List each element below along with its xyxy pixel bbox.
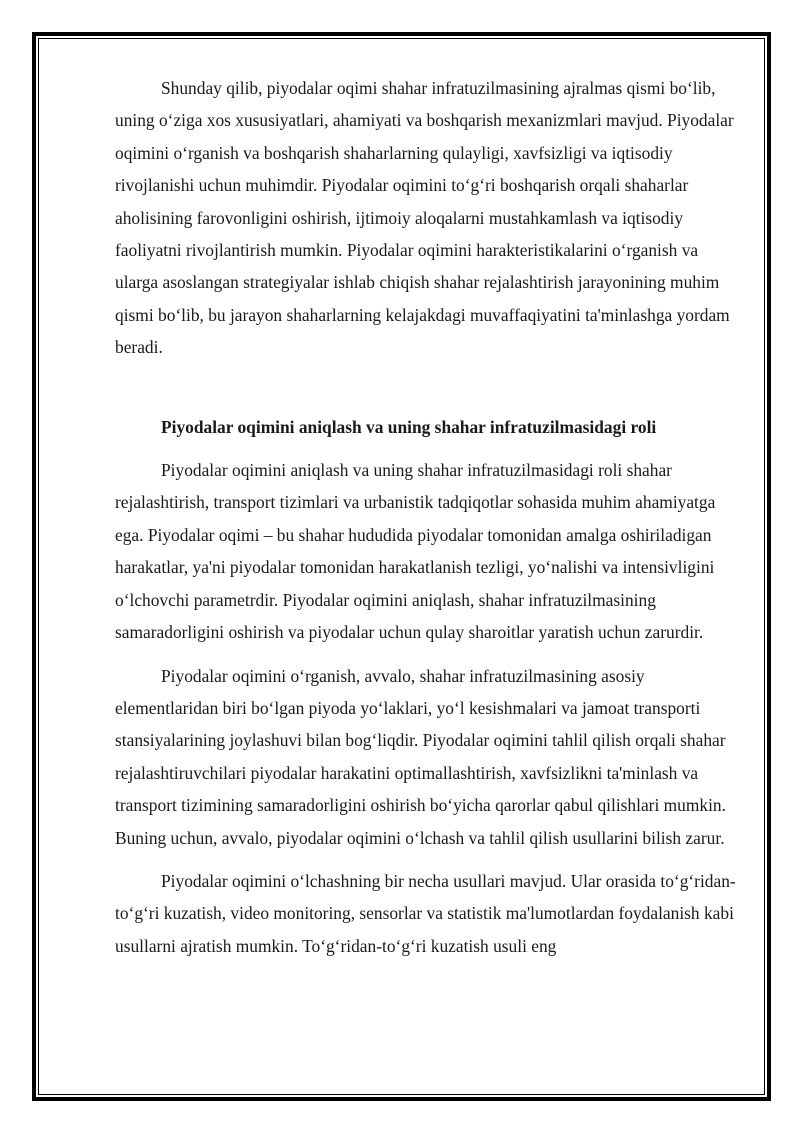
paragraph-methods: Piyodalar oqimini o‘lchashning bir necha usullari mavjud. Ular orasida to‘g‘ridan-to‘g‘ri kuzatish, video monitoring, sensorlar va statistik ma'lumotlardan foydalanish kabi usullarni ajratish mumkin. To‘g‘ridan-to‘g‘ri kuzatish usuli eng [115,870,736,956]
paragraph-study: Piyodalar oqimini o‘rganish, avvalo, shahar infratuzilmasining asosiy elementlaridan biri bo‘lgan piyoda yo‘laklari, yo‘l kesishmalari va jamoat transporti stansiyalarining joylashuvi bilan bog‘liqdir. Piyodalar oqimini tahlil qilish orqali shahar rejalashtiruvchilari piyodalar harakatini optimallashtirish, xavfsizlikni ta'minlash va transport tizimining samaradorligini oshirish bo‘yicha qarorlar qabul qilishlari mumkin. Buning uchun, avvalo, piyodalar oqimini o‘lchash va tahlil qilish usullarini bilish zarur. [115,665,726,848]
paragraph-definition: Piyodalar oqimini aniqlash va uning shahar infratuzilmasidagi roli shahar rejalashtirish, transport tizimlari va urbanistik tadqiqotlar sohasida muhim ahamiyatga ega. Piyodalar oqimi – bu shahar hududida piyodalar tomonidan amalga oshiriladigan harakatlar, ya'ni piyodalar tomonidan harakatlanish tezligi, yo‘nalishi va intensivligini o‘lchovchi parametrdir. Piyodalar oqimini aniqlash, shahar infratuzilmasining samaradorligini oshirish va piyodalar uchun qulay sharoitlar yaratish uchun zarurdir. [115,460,716,643]
section-heading: Piyodalar oqimini aniqlash va uning shahar infratuzilmasidagi roli [161,416,657,437]
paragraph-conclusion: Shunday qilib, piyodalar oqimi shahar infratuzilmasining ajralmas qismi bo‘lib, uning o‘ziga xos xususiyatlari, ahamiyati va boshqarish mexanizmlari mavjud. Piyodalar oqimini o‘rganish va boshqarish shaharlarning qulayligi, xavfsizligi va iqtisodiy rivojlanishi uchun muhimdir. Piyodalar oqimini to‘g‘ri boshqarish orqali shaharlar aholisining farovonligini oshirish, ijtimoiy aloqalarni mustahkamlash va iqtisodiy faoliyatni rivojlantirish mumkin. Piyodalar oqimini harakteristikalarini o‘rganish va ularga asoslangan strategiyalar ishlab chiqish shahar rejalashtirish jarayonining muhim qismi bo‘lib, bu jarayon shaharlarning kelajakdagi muvaffaqiyatini ta'minlashga yordam beradi. [115,78,734,358]
document-body [115,72,739,962]
